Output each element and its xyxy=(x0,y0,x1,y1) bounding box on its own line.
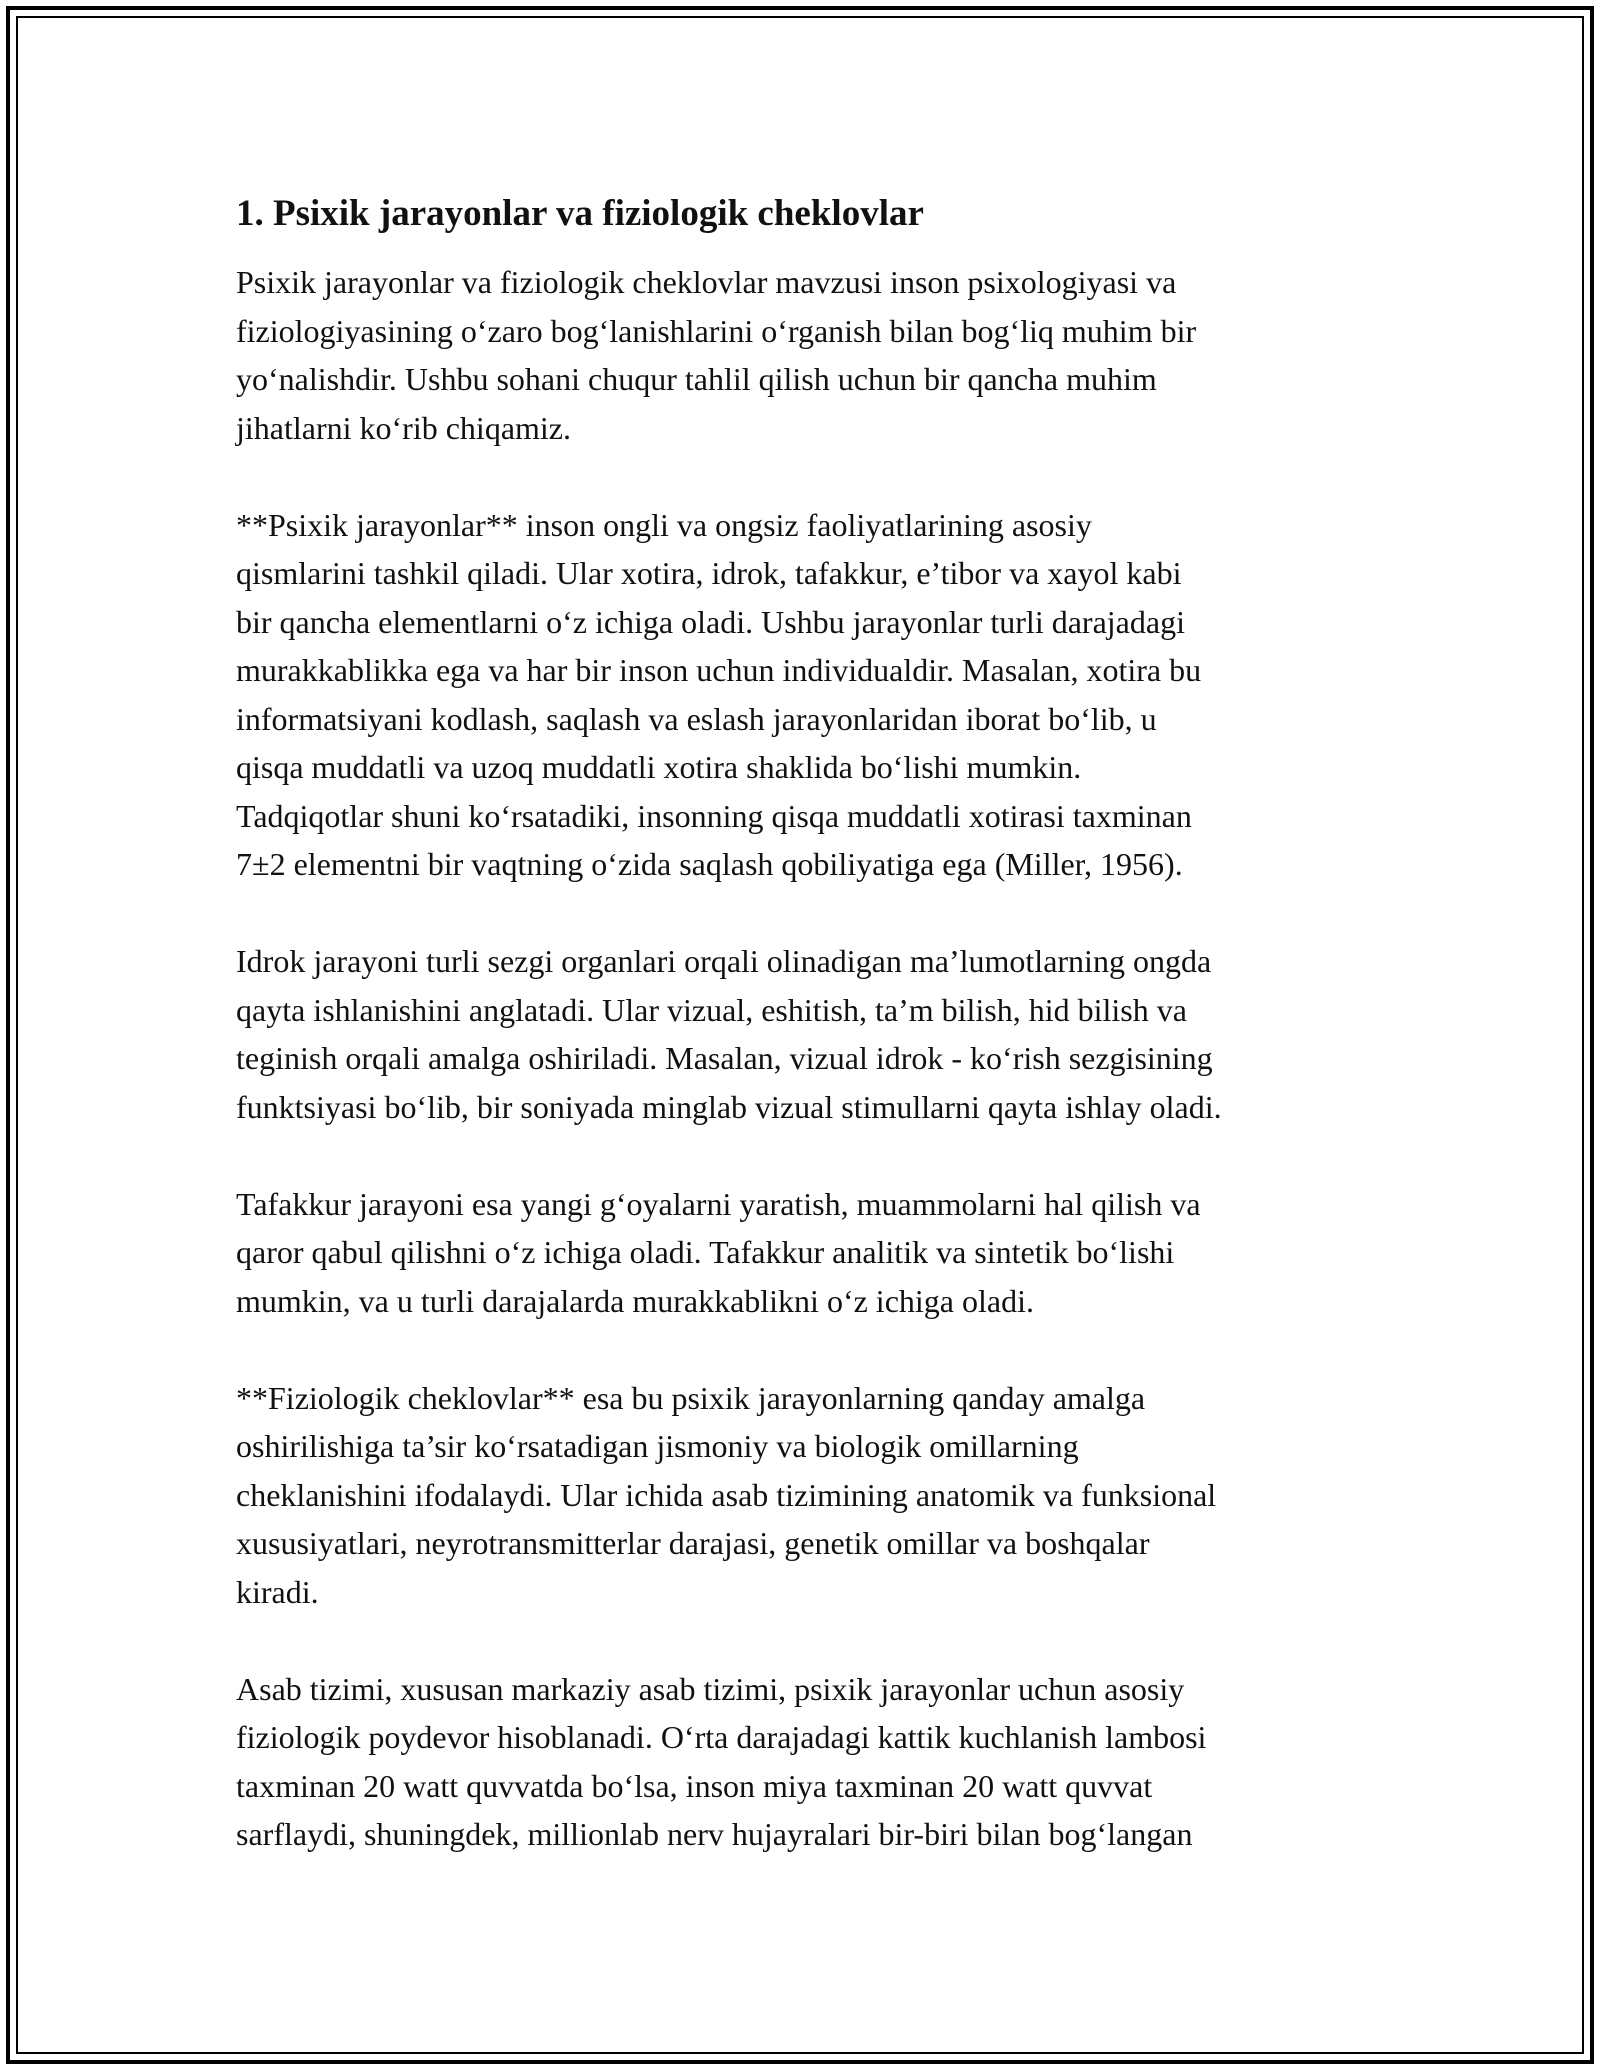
text-line: funktsiyasi bo‘lib, bir soniyada minglab vizual stimullarni qayta ishlay oladi. xyxy=(236,1088,1222,1125)
text-line: Asab tizimi, xususan markaziy asab tizimi, psixik jarayonlar uchun asosiy xyxy=(236,1670,1185,1707)
text-line: qismlarini tashkil qiladi. Ular xotira, idrok, tafakkur, e’tibor va xayol kabi xyxy=(236,555,1182,591)
text-line: yo‘nalishdir. Ushbu sohani chuqur tahlil qilish uchun bir qancha muhim xyxy=(236,361,1157,397)
text-line: kiradi. xyxy=(236,1573,319,1610)
text-line: sarflaydi, shuningdek, millionlab nerv hujayralari bir-biri bilan bog‘langan xyxy=(236,1816,1193,1852)
text-line: qaror qabul qilishni o‘z ichiga oladi. Tafakkur analitik va sintetik bo‘lishi xyxy=(236,1234,1175,1270)
text-line: informatsiyani kodlash, saqlash va eslash jarayonlaridan iborat bo‘lib, u xyxy=(236,700,1157,737)
text-line: **Psixik jarayonlar** inson ongli va ongsiz faoliyatlarining asosiy xyxy=(236,506,1092,543)
document-body xyxy=(236,188,1386,1907)
text-line: Idrok jarayoni turli sezgi organlari orqali olinadigan ma’lumotlarning ongda xyxy=(236,943,1212,979)
paragraph-physiological-limits xyxy=(236,1374,1386,1617)
text-line: fiziologik poydevor hisoblanadi. O‘rta darajadagi kattik kuchlanish lambosi xyxy=(236,1719,1207,1755)
text-line: Psixik jarayonlar va fiziologik cheklovlar mavzusi inson psixologiyasi va xyxy=(236,264,1177,300)
text-line: cheklanishini ifodalaydi. Ular ichida asab tizimining anatomik va funksional xyxy=(236,1476,1217,1513)
text-line: Tafakkur jarayoni esa yangi g‘oyalarni yaratish, muammolarni hal qilish va xyxy=(236,1185,1201,1222)
paragraph-intro xyxy=(236,258,1386,452)
text-line: **Fiziologik cheklovlar** esa bu psixik jarayonlarning qanday amalga xyxy=(236,1379,1146,1416)
paragraph-thinking xyxy=(236,1180,1386,1326)
text-line: taxminan 20 watt quvvatda bo‘lsa, inson miya taxminan 20 watt quvvat xyxy=(236,1767,1153,1804)
text-line: 7±2 elementni bir vaqtning o‘zida saqlash qobiliyatiga ega (Miller, 1956). xyxy=(236,846,1183,882)
section-heading: 1. Psixik jarayonlar va fiziologik cheklovlar xyxy=(236,193,924,234)
paragraph-psychic-processes xyxy=(236,501,1386,889)
text-line: oshirilishiga ta’sir ko‘rsatadigan jismoniy va biologik omillarning xyxy=(236,1428,1079,1464)
text-line: Tadqiqotlar shuni ko‘rsatadiki, insonning qisqa muddatli xotirasi taxminan xyxy=(236,797,1192,834)
text-line: bir qancha elementlarni o‘z ichiga oladi. Ushbu jarayonlar turli darajadagi xyxy=(236,603,1185,640)
paragraph-nervous-system xyxy=(236,1665,1386,1859)
text-line: mumkin, va u turli darajalarda murakkablikni o‘z ichiga oladi. xyxy=(236,1282,1034,1319)
text-line: jihatlarni ko‘rib chiqamiz. xyxy=(236,409,571,446)
text-line: murakkablikka ega va har bir inson uchun individualdir. Masalan, xotira bu xyxy=(236,652,1202,688)
text-line: fiziologiyasining o‘zaro bog‘lanishlarini o‘rganish bilan bog‘liq muhim bir xyxy=(236,312,1197,349)
text-line: qisqa muddatli va uzoq muddatli xotira shaklida bo‘lishi mumkin. xyxy=(236,749,1082,785)
paragraph-perception xyxy=(236,937,1386,1131)
text-line: teginish orqali amalga oshiriladi. Masalan, vizual idrok - ko‘rish sezgisining xyxy=(236,1040,1213,1076)
text-line: qayta ishlanishini anglatadi. Ular vizual, eshitish, ta’m bilish, hid bilish va xyxy=(236,991,1187,1028)
text-line: xususiyatlari, neyrotransmitterlar darajasi, genetik omillar va boshqalar xyxy=(236,1525,1150,1561)
